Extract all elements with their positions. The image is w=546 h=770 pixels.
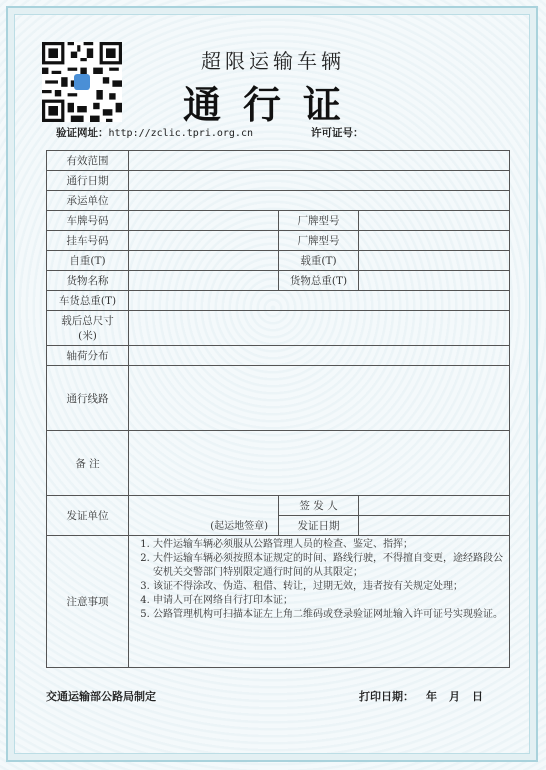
trailer-no-value (129, 231, 279, 251)
issue-date-value (359, 516, 510, 536)
cargo-total-weight-label: 货物总重(T) (279, 271, 359, 291)
trailer-factory-model-value (359, 231, 510, 251)
axle-load-label: 轴荷分布 (47, 346, 129, 366)
issuing-unit-seal (129, 496, 279, 536)
issuer-org: 交通运输部公路局制定 (46, 690, 156, 703)
issuer-value (359, 496, 510, 516)
day-label: 日 (472, 690, 483, 703)
load-weight-label: 载重(T) (279, 251, 359, 271)
factory-model-value (359, 211, 510, 231)
note-item: 1. 大件运输车辆必须服从公路管理人员的检查、鉴定、指挥； (153, 538, 503, 552)
valid-scope-label: 有效范围 (47, 151, 129, 171)
vehicle-total-weight-value (129, 291, 510, 311)
cargo-name-label: 货物名称 (47, 271, 129, 291)
verify-url-line (56, 125, 253, 140)
loaded-size-label (47, 311, 129, 346)
vehicle-total-weight-label: 车货总重(T) (47, 291, 129, 311)
verify-label: 验证网址： (56, 127, 109, 139)
year-label: 年 (426, 690, 437, 703)
cargo-name-value (129, 271, 279, 291)
plate-no-value (129, 211, 279, 231)
document-title-line2: 通行证 (182, 82, 363, 127)
loaded-size-value (129, 311, 510, 346)
permit-number-label: 许可证号： (311, 127, 364, 139)
valid-scope-value (129, 151, 510, 171)
route-label: 通行线路 (47, 366, 129, 431)
route-value (129, 366, 510, 431)
trailer-factory-model-label: 厂牌型号 (279, 231, 359, 251)
remarks-label: 备 注 (47, 431, 129, 496)
trailer-no-label: 挂车号码 (47, 231, 129, 251)
notes-list (133, 538, 503, 622)
permit-form-table (46, 150, 510, 668)
pass-date-value (129, 171, 510, 191)
issuer-label: 签 发 人 (279, 496, 359, 516)
self-weight-value (129, 251, 279, 271)
cargo-total-weight-value (359, 271, 510, 291)
verify-url: http://zclic.tpri.org.cn (108, 128, 253, 139)
issuing-unit-label: 发证单位 (47, 496, 129, 536)
axle-load-value (129, 346, 510, 366)
print-date (359, 688, 483, 704)
seal-note: (起运地签章) (210, 521, 268, 532)
remarks-value (129, 431, 510, 496)
factory-model-label: 厂牌型号 (279, 211, 359, 231)
carrier-value (129, 191, 510, 211)
self-weight-label: 自重(T) (47, 251, 129, 271)
note-item: 5. 公路管理机构可扫描本证左上角二维码或登录验证网址输入许可证号实现验证。 (153, 608, 503, 622)
note-item: 3. 该证不得涂改、伪造、租借、转让，过期无效，违者按有关规定处理； (153, 580, 503, 594)
note-item: 2. 大件运输车辆必须按照本证规定的时间、路线行驶，不得擅自变更，途经路段公安机关交警部门特别限定通行时间的从其限定； (153, 552, 503, 580)
month-label: 月 (449, 690, 460, 703)
pass-date-label: 通行日期 (47, 171, 129, 191)
loaded-size-label-line2: (米) (78, 330, 97, 342)
note-item: 4. 申请人可在网络自行打印本证； (153, 594, 503, 608)
carrier-label: 承运单位 (47, 191, 129, 211)
loaded-size-label-line1: 载后总尺寸 (61, 315, 114, 327)
issue-date-label: 发证日期 (279, 516, 359, 536)
load-weight-value (359, 251, 510, 271)
notes-label: 注意事项 (47, 536, 129, 668)
document-title-line1: 超限运输车辆 (201, 49, 345, 73)
plate-no-label: 车牌号码 (47, 211, 129, 231)
notes-content (129, 536, 510, 668)
print-date-label: 打印日期： (359, 690, 414, 703)
